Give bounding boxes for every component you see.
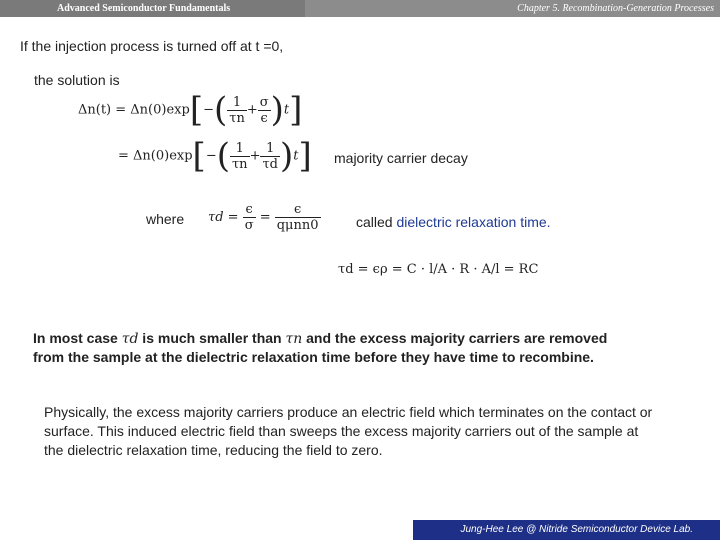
- equation-decay-general: Δn(t) = Δn(0)exp[−( $\frac{1}{\tau n}$ + $\frac{\sigma}{\epsilon}$ )t]: [78, 90, 303, 130]
- equation-rc: τd = ϵρ = C · l/A · R · A/l = RC: [338, 262, 539, 277]
- eq2-lhs: = Δn(0)exp: [118, 148, 193, 164]
- footer-lab-credit: Jung-Hee Lee @ Nitride Semiconductor Device Lab.: [413, 520, 720, 540]
- physical-explanation: Physically, the excess majority carriers produce an electric field which terminates on the contact or surface. This induced electric field than sweeps the excess majority carriers out of the sample at the dielectric relaxation time, reducing the field to zero.: [44, 404, 653, 458]
- intro-text: If the injection process is turned off at t =0,: [20, 38, 284, 54]
- frac-eps-over-sigma: $\frac{\epsilon}{\sigma}$: [244, 202, 254, 233]
- equation-decay-tau-d: = Δn(0)exp[−( $\frac{1}{\tau n}$ + $\frac{1}{\tau d}$ )t]: [118, 136, 312, 176]
- eq1-frac-1-over-tau-n: $\frac{1}{\tau n}$: [229, 94, 245, 126]
- eq1-frac-sigma-over-eps: $\frac{\sigma}{\epsilon}$: [259, 94, 269, 126]
- where-label: where: [146, 211, 185, 227]
- statement-tau-comparison: In most case τd is much smaller than τn and the excess majority carriers are removed from the sample at the dielectric relaxation time before they have time to recombine.: [33, 330, 608, 365]
- eq1-lhs: Δn(t) = Δn(0)exp: [78, 102, 190, 118]
- eq2-frac-1-over-tau-d: $\frac{1}{\tau d}$: [262, 140, 278, 172]
- eq2-frac-1-over-tau-n: $\frac{1}{\tau n}$: [231, 140, 248, 172]
- dielectric-relaxation-term: dielectric relaxation time.: [396, 214, 551, 230]
- frac-eps-over-q-mu-n: $\frac{\epsilon}{\text{qμnn0}}$: [276, 202, 319, 233]
- dielectric-relaxation-label: called dielectric relaxation time.: [356, 214, 551, 230]
- majority-carrier-label: majority carrier decay: [334, 150, 468, 166]
- header-course-title: Advanced Semiconductor Fundamentals: [0, 0, 305, 17]
- header-chapter-title: Chapter 5. Recombination-Generation Processes: [305, 0, 720, 17]
- solution-label: the solution is: [34, 72, 120, 88]
- equation-tau-d-definition: τd = $\frac{\epsilon}{\sigma}$ = $\frac{\epsilon}{\text{qμnn0}}$: [208, 202, 319, 233]
